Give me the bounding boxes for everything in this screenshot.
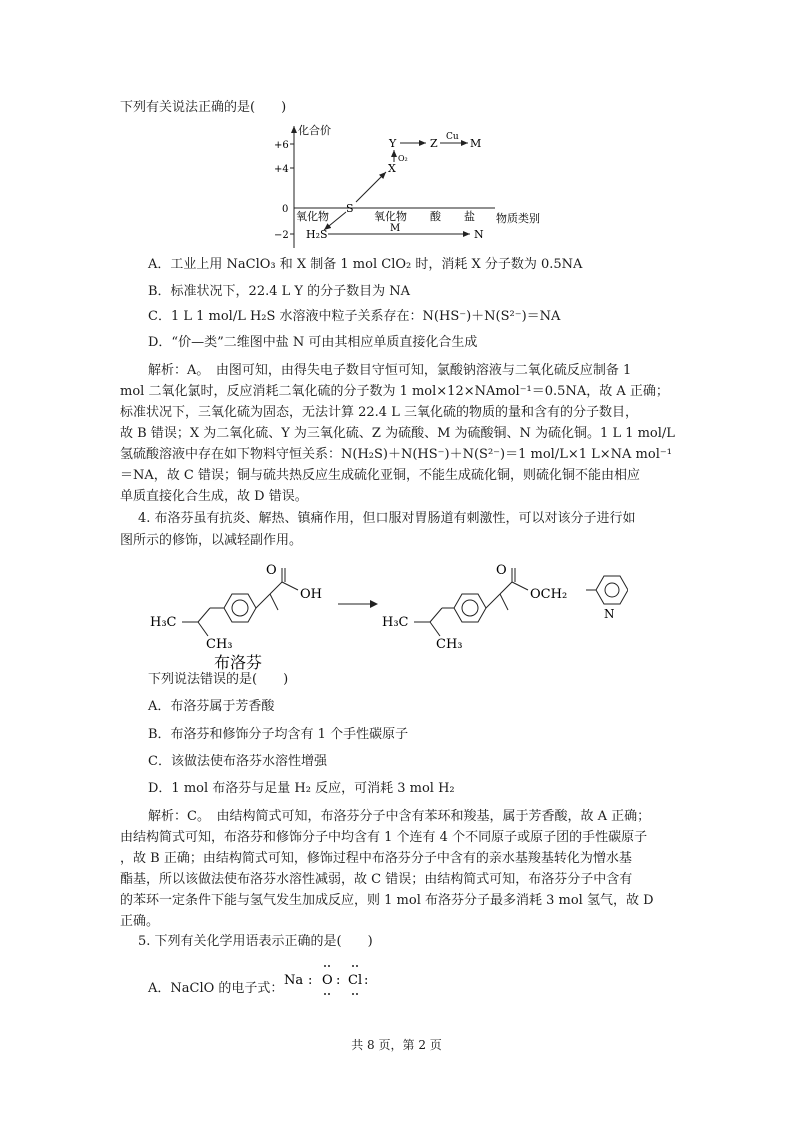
pyridine-n: N [604, 607, 615, 621]
q3-option-b: B．标准状况下，22.4 L Y 的分子数目为 NA [148, 284, 411, 299]
q4-stem-line: 4. 布洛芬虽有抗炎、解热、镇痛作用，但口服对胃肠道有刺激性，可以对该分子进行如 [138, 511, 636, 526]
q3-analysis-line: 单质直接化合生成，故 D 错误。 [120, 489, 308, 504]
q4-question: 下列说法错误的是( ) [148, 672, 289, 687]
ester-carbonyl-o: O [496, 563, 507, 578]
y-axis-label: 化合价 [298, 124, 331, 137]
tick-plus6: +6 [274, 140, 289, 151]
label-cu: Cu [446, 132, 459, 142]
q5-stem: 5. 下列有关化学用语表示正确的是( ) [138, 934, 373, 949]
formula-na: Na [284, 973, 304, 988]
q4-analysis-line: 的苯环一定条件下能与氢气发生加成反应，则 1 mol 布洛芬分子最多消耗 3 mol 氢气，故 D [120, 893, 654, 908]
q5-option-a-prefix: A．NaClO 的电子式： [148, 981, 284, 996]
svg-text::: : [364, 973, 369, 988]
formula-o: O [322, 973, 333, 988]
q3-stem: 下列有关说法正确的是( ) [120, 100, 287, 115]
point-m-top: M [470, 137, 482, 150]
q3-analysis-line: ＝NA，故 C 错误；铜与硫共热反应生成硫化亚铜，不能生成硫化铜，则硫化铜不能由相应 [120, 468, 640, 483]
ester-structure [414, 568, 628, 636]
q3-option-c: C．1 L 1 mol/L H₂S 水溶液中粒子关系存在：N(HS⁻)＋N(S²⁻)＝NA [148, 309, 561, 324]
point-z: Z [430, 137, 438, 150]
ester-och2: OCH₂ [530, 587, 568, 602]
tick-minus2: −2 [274, 230, 289, 241]
point-x: X [388, 162, 396, 175]
q4-analysis-line: 正确。 [120, 914, 160, 929]
tick-zero: 0 [282, 204, 289, 215]
valence-class-diagram [270, 120, 550, 250]
q3-analysis-line: 故 B 错误；X 为二氧化硫、Y 为三氧化硫、Z 为硫酸、M 为硫酸铜、N 为硫化铜。1 L 1 mol/L [120, 426, 675, 441]
point-n: N [474, 228, 484, 241]
q4-option-d: D．1 mol 布洛芬与足量 H₂ 反应，可消耗 3 mol H₂ [148, 781, 455, 796]
category-oxide-2: 氧化物 [374, 210, 407, 223]
q4-analysis-line: ，故 B 正确；由结构简式可知，修饰过程中布洛芬分子中含有的亲水基羧基转化为憎水基 [120, 851, 632, 866]
label-m-bottom: M [390, 223, 401, 234]
ibuprofen-modification-structure [148, 560, 628, 670]
tick-plus4: +4 [274, 164, 289, 175]
q4-stem-line: 图所示的修饰，以减轻副作用。 [120, 533, 303, 548]
category-salt: 盐 [464, 210, 475, 223]
q3-analysis-line: 解析：A。 由图可知，由得失电子数目守恒可知，氯酸钠溶液与二氧化硫反应制备 1 [148, 363, 632, 378]
q4-analysis-line: 由结构简式可知，布洛芬和修饰分子中均含有 1 个连有 4 个不同原子或原子团的手性碳原子 [120, 830, 648, 845]
formula-cl: Cl [348, 973, 363, 988]
ibuprofen-carbonyl-o: O [266, 563, 277, 578]
ester-ch3: CH₃ [436, 637, 463, 652]
point-h2s: H₂S [306, 228, 328, 241]
naclo-electron-formula [284, 958, 384, 1002]
ester-h3c: H₃C [382, 615, 409, 630]
q4-analysis-line: 解析：C。 由结构简式可知，布洛芬分子中含有苯环和羧基，属于芳香酸，故 A 正确； [148, 809, 651, 824]
q3-option-a: A．工业上用 NaClO₃ 和 X 制备 1 mol ClO₂ 时，消耗 X 分子数为 0.5NA [148, 257, 583, 272]
ibuprofen-h3c: H₃C [150, 615, 177, 630]
q4-option-c: C．该做法使布洛芬水溶性增强 [148, 754, 327, 769]
point-y: Y [389, 137, 397, 150]
x-axis-label: 物质类别 [496, 212, 540, 225]
ibuprofen-name: 布洛芬 [214, 653, 263, 670]
q4-option-a: A．布洛芬属于芳香酸 [148, 699, 275, 714]
ibuprofen-ch3: CH₃ [206, 637, 233, 652]
page-footer: 共 8 页，第 2 页 [351, 1038, 442, 1052]
q4-analysis-line: 酯基，所以该做法使布洛芬水溶性减弱，故 C 错误；由结构简式可知，布洛芬分子中含有 [120, 872, 633, 887]
q3-analysis-line: mol 二氧化氯时，反应消耗二氧化硫的分子数为 1 mol×12×NAmol⁻¹＝0.5NA，故 A 正确； [120, 384, 669, 399]
category-oxide-1: 氧化物 [296, 210, 329, 223]
q4-option-b: B．布洛芬和修饰分子均含有 1 个手性碳原子 [148, 727, 409, 742]
category-acid: 酸 [430, 210, 441, 223]
q3-option-d: D．“价—类”二维图中盐 N 可由其相应单质直接化合生成 [148, 335, 478, 350]
svg-text::: : [308, 973, 313, 988]
point-s: S [346, 202, 354, 215]
svg-text::: : [336, 973, 341, 988]
ibuprofen-oh: OH [300, 587, 322, 602]
ibuprofen-structure [182, 568, 298, 636]
label-o2: O₂ [398, 154, 408, 163]
q3-analysis-line: 标准状况下，三氧化硫为固态，无法计算 22.4 L 三氧化硫的物质的量和含有的分子数目， [120, 405, 638, 420]
q3-analysis-line: 氢硫酸溶液中存在如下物料守恒关系：N(H₂S)＋N(HS⁻)＋N(S²⁻)＝1 mol/L×1 L×NA mol⁻¹ [120, 447, 672, 462]
